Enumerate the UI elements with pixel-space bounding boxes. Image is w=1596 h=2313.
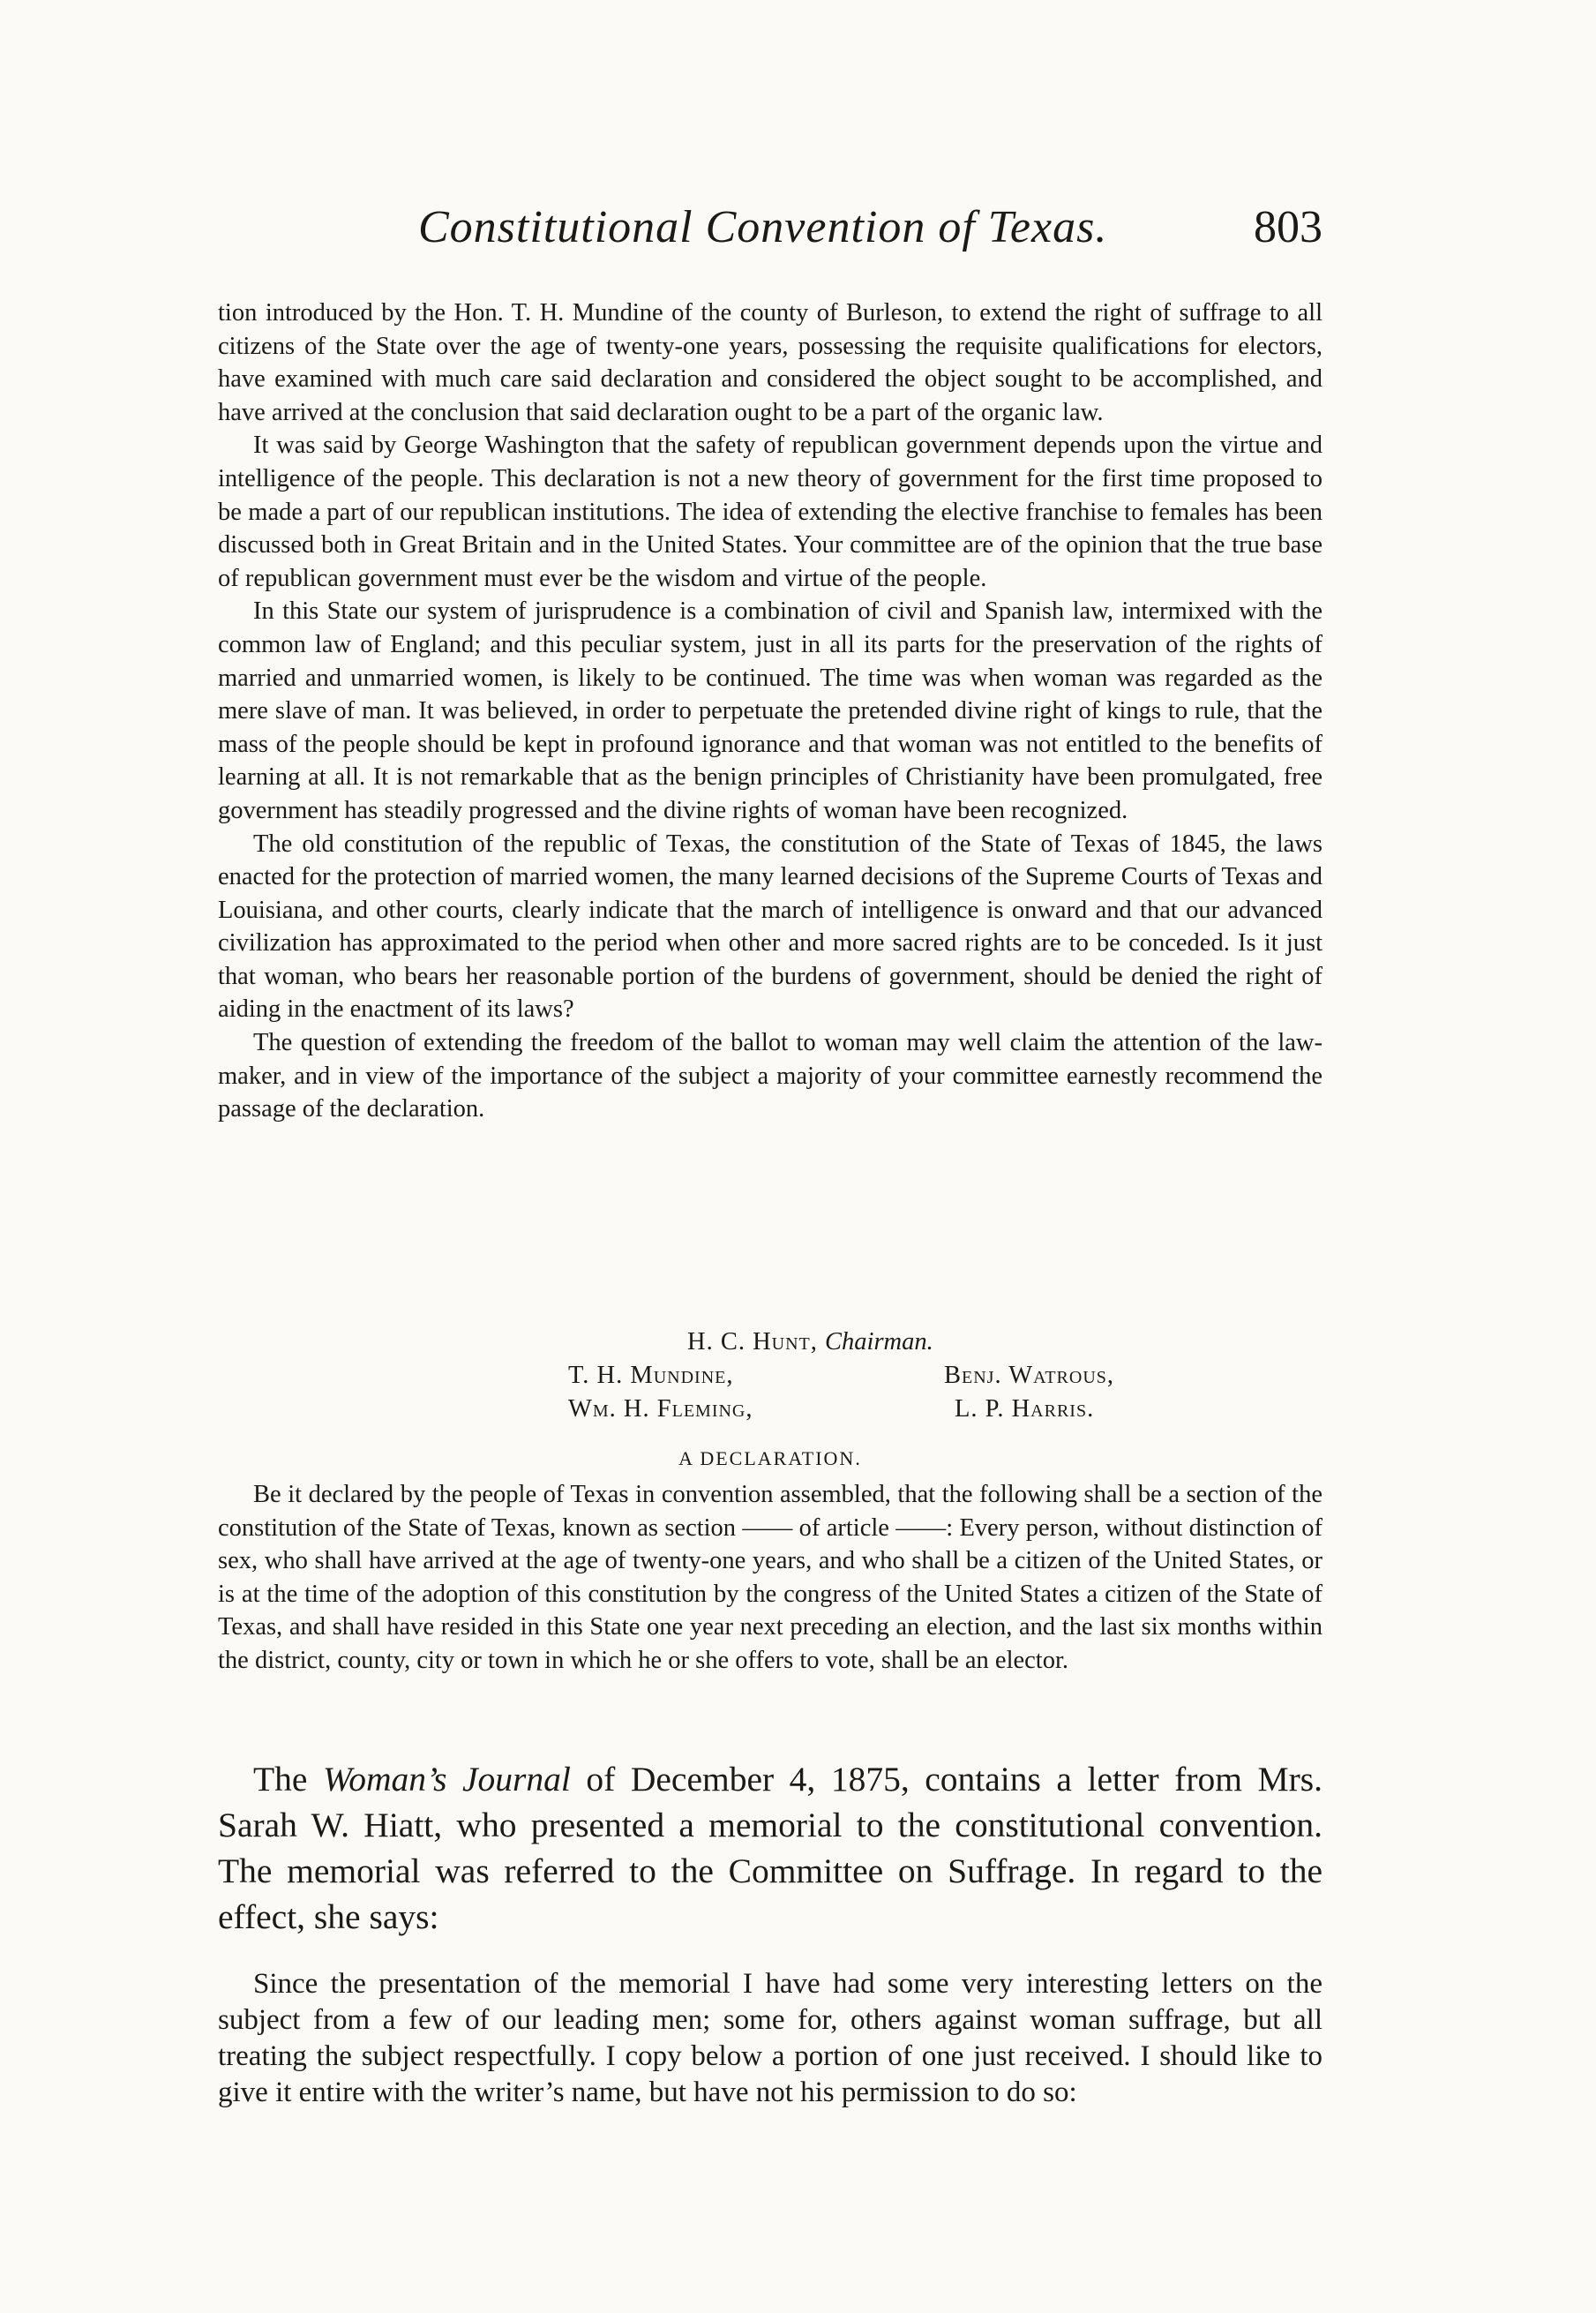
signature-member: Benj. Watrous, — [944, 1362, 1115, 1389]
report-paragraph-3: In this State our system of jurisprudence is a combination of civil and Spanish law, intermixed with the common law of England; and this peculiar system, just in all its parts for the preservation of the rights of married and unmarried women, is likely to be continued. The time was when woman was regarded as the mere slave of man. It was believed, in order to perpetuate the pretended divine right of kings to rule, that the mass of the people should be kept in profound ignorance and that woman was not entitled to the benefits of learning at all. It is not remarkable that as the benign principles of Christianity have been promulgated, free government has steadily progressed and the divine rights of woman have been recognized. — [218, 597, 1323, 824]
report-paragraph-4: The old constitution of the republic of Texas, the constitution of the State of Texas of 1845, the laws enacted for the protection of married women, the many learned decisions of the Supreme Courts of Texas and Louisiana, and other courts, clearly indicate that the march of intelligence is onward and that our advanced civilization has approximated to the period when other and more sacred rights are to be conceded. Is it just that woman, who bears her reasonable portion of the burdens of government, should be denied the right of aiding in the enactment of its laws? — [218, 830, 1323, 1024]
signature-member: T. H. Mundine, — [568, 1362, 734, 1389]
narrative-paragraph — [218, 1756, 1323, 1940]
committee-signatures — [218, 1325, 1323, 1426]
running-title: Constitutional Convention of Texas. — [418, 202, 1108, 252]
committee-report — [218, 297, 1323, 1126]
declaration-text: Be it declared by the people of Texas in convention assembled, that the following shall be a section of the constitution of the State of Texas, known as section —— of article ——: Every person, without distinction of sex, who shall have arrived at the age of twenty-one years, and who shall be a citizen of the United States, or is at the time of the adoption of this constitution by the congress of the United States a citizen of the State of Texas, and shall have resided in this State one year next preceding an election, and the last six months within the district, county, city or town in which he or she offers to vote, shall be an elector. — [218, 1481, 1323, 1674]
report-paragraph-2: It was said by George Washington that the safety of republican government depends upon the virtue and intelligence of the people. This declaration is not a new theory of government for the first time proposed to be made a part of our republican institutions. The idea of extending the elective franchise to females has been discussed both in Great Britain and in the United States. Your committee are of the opinion that the true base of republican government must ever be the wisdom and virtue of the people. — [218, 432, 1323, 592]
signature-member: Wm. H. Fleming, — [568, 1395, 753, 1423]
signature-member: L. P. Harris. — [955, 1395, 1095, 1423]
journal-title: Woman’s Journal — [322, 1760, 571, 1799]
declaration-heading: A DECLARATION. — [678, 1447, 862, 1469]
narrative-lead: The — [253, 1760, 308, 1799]
page-number: 803 — [1254, 202, 1323, 252]
letter-excerpt — [218, 1966, 1323, 2111]
narrative-rest: of December 4, 1875, contains a letter from Mrs. Sarah W. Hiatt, who presented a memorial to the constitutional convention. The memorial was referred to the Committee on Suffrage. In regard to the effect, she says: — [218, 1760, 1323, 1936]
chair-role: Chairman. — [825, 1328, 933, 1356]
chair-name: H. C. Hunt, — [687, 1328, 818, 1356]
running-head — [218, 201, 1323, 263]
report-paragraph-1: tion introduced by the Hon. T. H. Mundine of the county of Burleson, to extend the right of suffrage to all citizens of the State over the age of twenty-one years, possessing the requisite qualifications for electors, have examined with much care said declaration and considered the object sought to be accomplished, and have arrived at the conclusion that said declaration ought to be a part of the organic law. — [218, 299, 1323, 426]
declaration-body — [218, 1478, 1323, 1678]
signature-chair — [687, 1325, 933, 1359]
report-paragraph-5: The question of extending the freedom of the ballot to woman may well claim the attention of the law-maker, and in view of the importance of the subject a majority of your committee earnestly recommend the passage of the declaration. — [218, 1029, 1323, 1123]
letter-text: Since the presentation of the memorial I have had some very interesting letters on the subject from a few of our leading men; some for, others against woman suffrage, but all treating the subject respectfully. I copy below a portion of one just received. I should like to give it entire with the writer’s name, but have not his permission to do so: — [218, 1968, 1323, 2108]
